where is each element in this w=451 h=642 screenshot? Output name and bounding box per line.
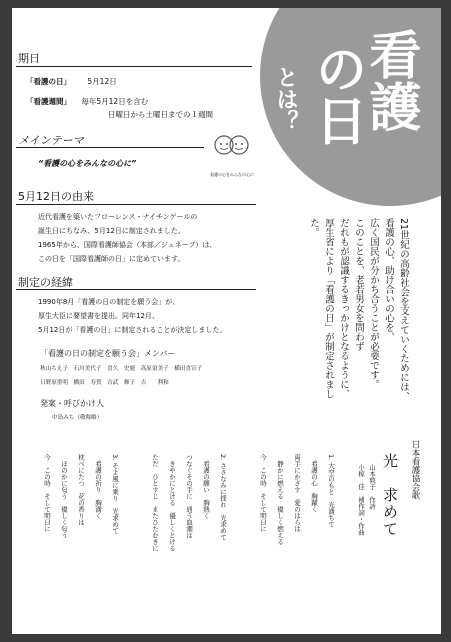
verse-line: 両手にかざす 愛のはらは [293,454,301,532]
kijitsu-heading: 期日 [18,52,40,65]
song-credit: 山本敦子 作詩 [368,464,376,510]
verse-line: 静かに燃える 優しく燃える [276,454,284,545]
kangonohi-label: 「看護の日」 [26,77,71,86]
kijitsu-rule [16,66,252,67]
members-heading: 「看護の日の制定を願う会」メンバー [40,349,176,358]
theme-slogan: “看護の心をみんなの心に” [38,159,137,168]
origin-rule [16,204,256,205]
song-verse-3 [38,454,123,539]
history-heading: 制定の経緯 [18,276,73,289]
history-rule [16,289,256,290]
statement-line: 看護の心、助け合いの心を、 [383,218,394,342]
history-line: 5月12日が「看護の日」に制定されることが決定しました。 [38,326,227,334]
kangonohi-value: 5月12日 [87,77,117,86]
verse-line: 3. そよ風に乗り 光求めて [111,454,119,534]
history-text [38,295,226,337]
song-credits [355,464,377,536]
origin-heading: 5月12日の由来 [18,190,94,203]
song-title: 光 求めて [381,453,399,538]
verse-line: 今 この時 そして明日に [259,454,267,532]
song-verse-2 [146,454,231,552]
title-kanji-1: 看護 [360,28,420,132]
history-line: 1990年8月「看護の日の制定を願う会」が、 [38,298,180,306]
verse-line: 看護の心 胸躍く [310,454,318,513]
kangoshukan-label: 「看護週間」 [26,97,71,106]
song-verse-1 [254,454,339,545]
origin-line: 誕生日にちなみ、5月12日に制定されました。 [38,227,185,235]
logo-caption: 看護の心をみんなの心に [210,172,254,177]
verse-line: 今 この時 そして明日に [43,454,51,532]
song-org: 日本看護協会歌 [410,440,420,500]
title-toha: とは？ [273,66,298,132]
kangoshukan-value: 毎年5月12日を含む [81,97,149,106]
members-row-2: 日野原重明 橋田 寿賀 吉武 輝子 吉 利和 [40,380,169,386]
theme-rule [16,147,204,148]
verse-line: 2. ささなみに揺れ 光求めて [219,454,227,541]
verse-line: きやかにとける 優しくとける [168,454,176,552]
promoter-heading: 発案・呼びかけ人 [40,399,104,408]
kijitsu-row-2 [26,96,148,107]
nursing-heart-logo [210,132,254,172]
kijitsu-row-1 [26,76,117,87]
theme-heading: メインテーマ [18,134,84,147]
kangoshukan-value-2: 日曜日から土曜日までの１週間 [108,110,213,119]
promoter-name: 中島みち（敬称略） [52,415,103,421]
statement-line: 21世紀の高齢社会を支えていくためには、 [398,218,409,402]
verse-line: 1. 大空のもと 光満ちて [327,454,335,528]
pamphlet-page [12,8,441,634]
statement-line: 広く国民が分かち合うことが必要です。 [368,218,379,389]
verse-line: つなぐその手に 通う血潮は [185,454,193,539]
song-credit: 小椋 佳 補作詞・作曲 [357,464,365,536]
statement-text [306,218,411,408]
history-line: 厚生大臣に要望書を提出。同年12月、 [38,312,159,320]
origin-line: 1965年から、国際看護師協会（本部／ジュネーブ）は、 [38,241,217,249]
statement-line: このことを、老若男女を問わず [353,218,364,351]
verse-line: 看護の願い 胸熱く [202,454,210,519]
statement-line: 厚生省により「看護の日」が制定されました。 [308,218,334,399]
origin-text [38,210,216,266]
verse-line: 枕べにたつ 花の香りは [77,454,85,526]
origin-line: 近代看護を築いたフローレンス・ナイチンゲールの [38,213,198,221]
verse-line: ほのかに匂う 優しく匂う [60,454,68,539]
statement-line: だれもが認識するきっかけとなるように、 [338,218,349,399]
verse-line: 看護の祈り 胸満く [94,454,102,519]
members-row-1: 秋山ちえ子 石川美代子 喜久 史鹿 高原須美子 横田喜宣子 [40,366,203,372]
origin-line: この日を「国際看護師の日」に定めています。 [38,255,185,263]
title-kanji-2: の日 [306,42,366,146]
verse-line: ただ ひとすじ またひたむきに [151,454,159,552]
